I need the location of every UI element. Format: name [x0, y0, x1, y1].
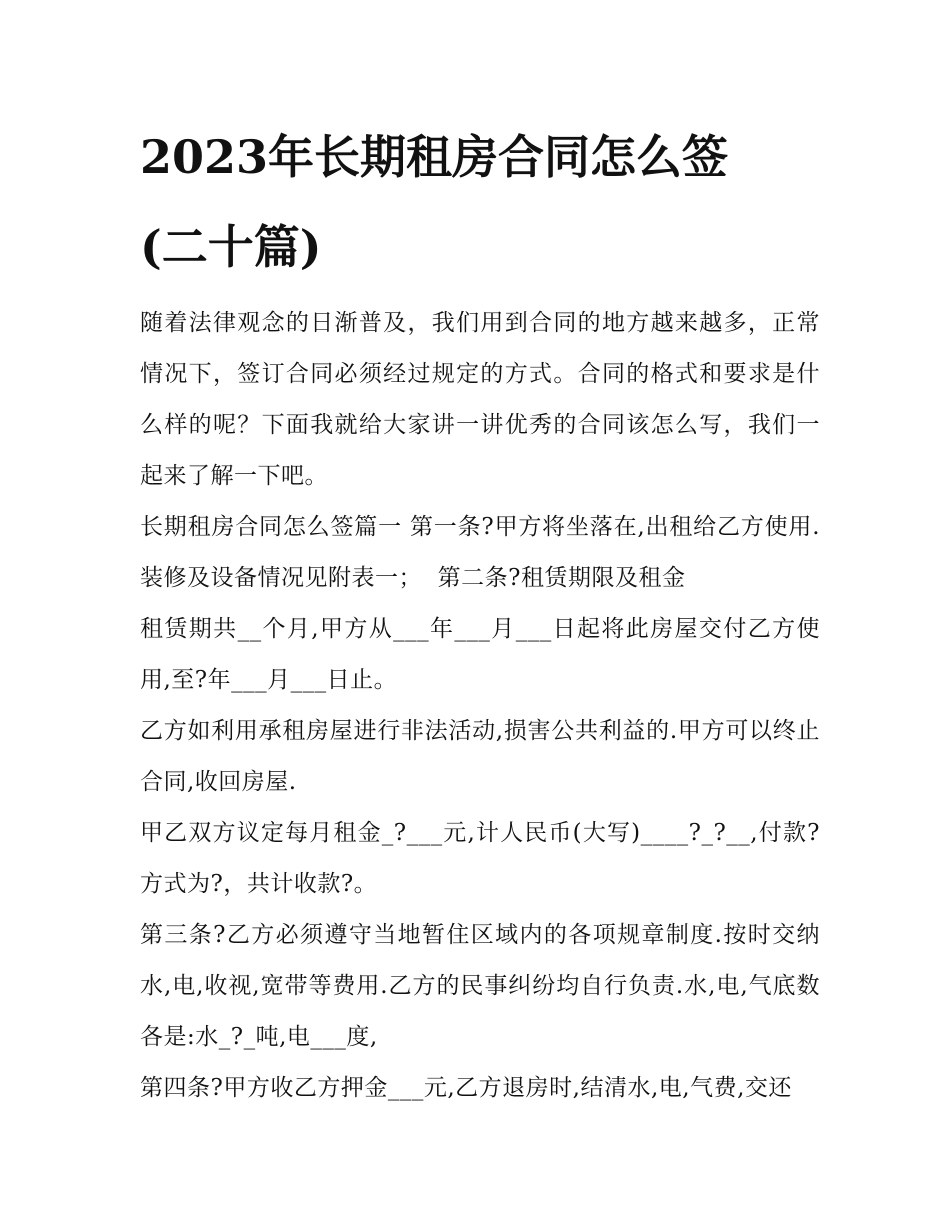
lease-term-paragraph: 租赁期共__个月,甲方从___年___月___日起将此房屋交付乙方使用,至?年___月___日止。 — [140, 616, 820, 693]
clause-3-paragraph: 第三条?乙方必须遵守当地暂住区域内的各项规章制度.按时交纳水,电,收视,宽带等费用.乙方的民事纠纷均自行负责.水,电,气底数各是:水_?_吨,电___度, — [140, 922, 820, 1050]
title-line-2: (二十篇) — [140, 220, 322, 274]
termination-paragraph: 乙方如利用承租房屋进行非法活动,损害公共利益的.甲方可以终止合同,收回房屋. — [140, 718, 820, 795]
title-line-1: 2023年长期租房合同怎么签 — [140, 130, 729, 184]
clause-4-paragraph: 第四条?甲方收乙方押金___元,乙方退房时,结清水,电,气费,交还 — [140, 1075, 792, 1101]
intro-paragraph: 随着法律观念的日渐普及，我们用到合同的地方越来越多，正常情况下，签订合同必须经过规定的方式。合同的格式和要求是什么样的呢？下面我就给大家讲一讲优秀的合同该怎么写，我们一起来了解一下吧。 — [140, 310, 820, 489]
document-title — [140, 112, 820, 292]
rent-paragraph: 甲乙双方议定每月租金_?___元,计人民币(大写)____?_?__,付款?方式为?，共计收款?。 — [140, 820, 820, 897]
document-page — [140, 112, 820, 1114]
clause-1-paragraph: 长期租房合同怎么签篇一 第一条?甲方将坐落在,出租给乙方使用.装修及设备情况见附表一； 第二条?租赁期限及租金 — [140, 514, 820, 591]
